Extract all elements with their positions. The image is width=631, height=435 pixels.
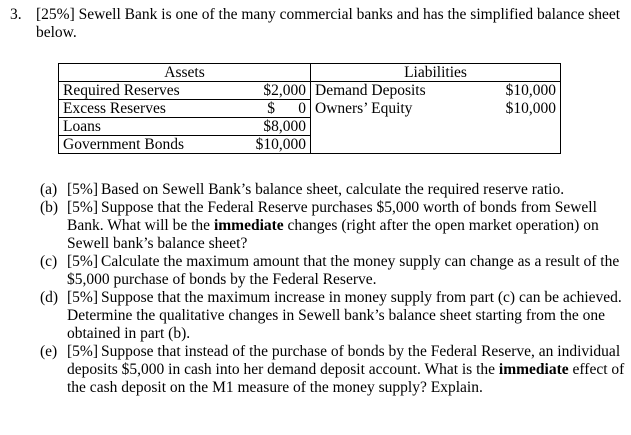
liability-name xyxy=(311,118,490,136)
list-item xyxy=(40,289,626,343)
part-label: (a) xyxy=(40,181,58,198)
asset-name: Excess Reserves xyxy=(59,100,226,118)
part-label: (d) xyxy=(40,289,59,306)
asset-value: $2,000 xyxy=(225,82,311,100)
asset-name: Loans xyxy=(59,118,226,136)
table-row xyxy=(59,118,561,136)
part-weight: [5%] xyxy=(67,343,98,360)
asset-value: $ 0 xyxy=(225,100,311,118)
part-weight: [5%] xyxy=(67,199,98,216)
part-text: Suppose that instead of the purchase of bonds by the Federal Reserve, an individual deposits $5,000 in cash into her demand deposit account. What is the xyxy=(67,343,621,378)
liability-value: $10,000 xyxy=(505,99,556,117)
list-item xyxy=(40,253,626,289)
asset-value: $8,000 xyxy=(225,118,311,136)
question-header xyxy=(10,6,622,42)
part-text: Based on Sewell Bank’s balance sheet, calculate the required reserve ratio. xyxy=(101,181,565,198)
table-row xyxy=(59,100,561,118)
liability-name: Demand Deposits xyxy=(315,82,426,99)
asset-name: Required Reserves xyxy=(63,82,180,99)
table-row xyxy=(59,136,561,154)
question-text: [25%] Sewell Bank is one of the many commercial banks and has the simplified balance sheet below. xyxy=(36,6,621,41)
part-text-continued: effect of the cash deposit on the M1 measure of the money supply? Explain. xyxy=(67,361,625,396)
liability-value xyxy=(489,118,561,136)
list-item xyxy=(40,343,626,397)
asset-name: Government Bonds xyxy=(59,136,226,154)
balance-sheet-table xyxy=(58,63,561,154)
part-weight: [5%] xyxy=(67,181,98,198)
part-text: Calculate the maximum amount that the money supply can change as a result of the $5,000 purchase of bonds by the Federal Reserve. xyxy=(67,253,620,288)
part-emphasis: immediate xyxy=(498,361,569,378)
part-text-continued: changes (right after the open market operation) on Sewell bank’s balance sheet? xyxy=(67,217,599,252)
table-row xyxy=(59,82,561,100)
question-number: 3. xyxy=(10,6,22,23)
part-text: Suppose that the maximum increase in money supply from part (c) can be achieved. Determine the qualitative changes in Sewell bank’s balance sheet starting from the one obtained in part (b). xyxy=(67,289,622,342)
question-parts-list xyxy=(40,181,626,397)
assets-header: Assets xyxy=(59,64,311,82)
liability-name xyxy=(311,136,490,154)
list-item xyxy=(40,199,626,253)
part-text: Suppose that the Federal Reserve purchases $5,000 worth of bonds from Sewell Bank. What will be the xyxy=(67,199,597,234)
balance-sheet-header-row xyxy=(59,64,561,82)
part-label: (b) xyxy=(40,199,59,216)
part-label: (c) xyxy=(40,253,58,270)
list-item xyxy=(40,181,626,199)
part-label: (e) xyxy=(40,343,58,360)
liabilities-header: Liabilities xyxy=(311,64,561,82)
liability-value xyxy=(489,136,561,154)
part-weight: [5%] xyxy=(67,289,98,306)
liability-name: Owners’ Equity xyxy=(315,99,413,117)
asset-value: $10,000 xyxy=(225,136,311,154)
part-emphasis: immediate xyxy=(213,217,284,234)
part-weight: [5%] xyxy=(67,253,98,270)
liability-value: $10,000 xyxy=(505,82,556,99)
